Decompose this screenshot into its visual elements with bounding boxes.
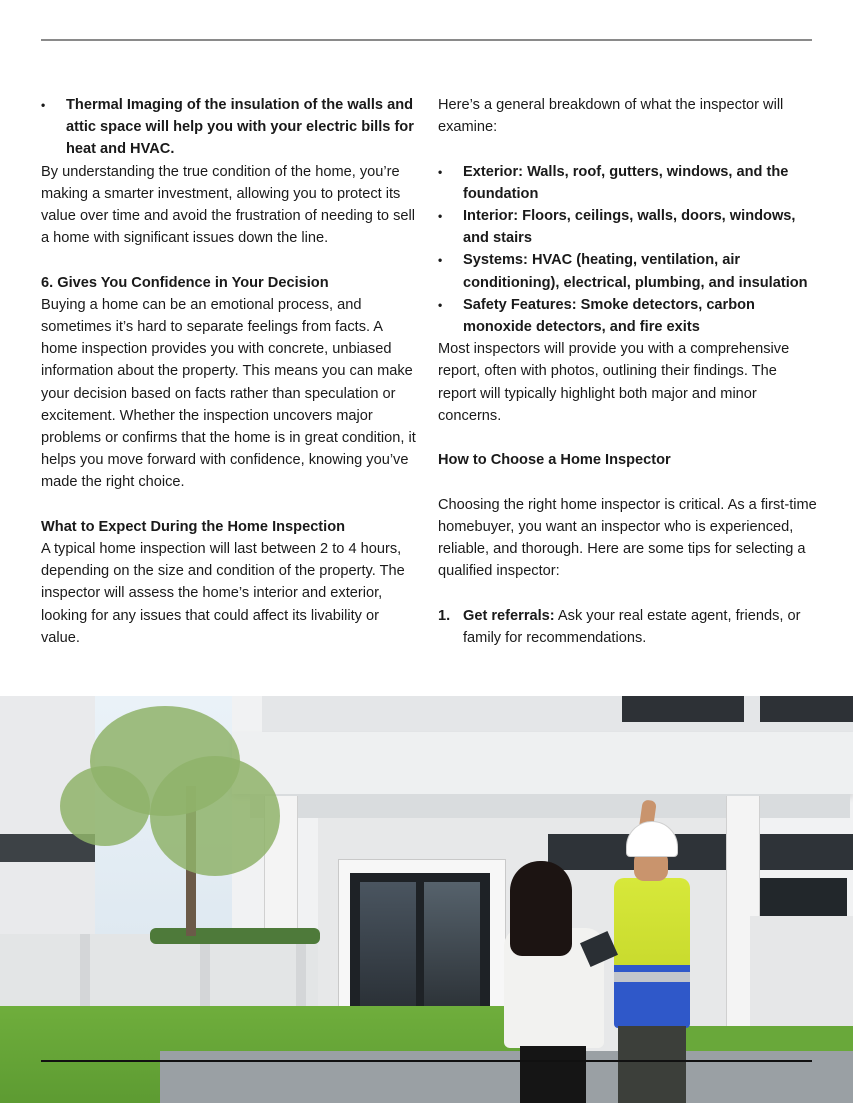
list-item-referrals	[438, 605, 818, 649]
list-item-safety: • Safety Features: Smoke detectors, carbon monoxide detectors, and fire exits	[438, 294, 818, 338]
paragraph-understanding: By understanding the true condition of the home, you’re making a smarter investment, allowing you to protect its value over time and avoid the frustration of needing to sell a home with significant issues down the line.	[41, 163, 415, 247]
examine-list	[438, 161, 818, 339]
top-divider	[41, 39, 812, 41]
tip-text: Ask your real estate agent, friends, or family for recommendations.	[463, 607, 801, 646]
right-column	[438, 94, 818, 649]
tree-foliage	[150, 756, 280, 876]
list-item-interior: • Interior: Floors, ceilings, walls, doors, windows, and stairs	[438, 205, 818, 249]
tree-foliage	[60, 766, 150, 846]
paragraph-report: Most inspectors will provide you with a comprehensive report, often with photos, outlining their findings. The report will typically highlight both major and minor concerns.	[438, 341, 790, 424]
tips-list	[438, 605, 818, 649]
paved-path	[160, 1051, 853, 1103]
paragraph-breakdown-intro: Here’s a general breakdown of what the inspector will examine:	[438, 97, 784, 136]
woman-hair	[510, 861, 572, 956]
tip-number: 1.	[438, 607, 451, 624]
porch-canopy	[232, 732, 853, 794]
inspector-pants	[618, 1026, 686, 1103]
thermal-bullet-list	[41, 94, 417, 161]
dark-wall-band	[548, 834, 853, 870]
door-glass-right	[424, 882, 480, 1010]
upper-window	[622, 696, 744, 722]
woman-pants	[520, 1046, 586, 1103]
heading-confidence: 6. Gives You Confidence in Your Decision	[41, 274, 329, 291]
list-item-systems: • Systems: HVAC (heating, ventilation, air conditioning), electrical, plumbing, and insulation	[438, 249, 818, 293]
canopy-underside	[250, 794, 850, 818]
inspector-safety-vest	[614, 878, 690, 1028]
upper-window	[760, 696, 853, 722]
door-glass-left	[360, 882, 416, 1010]
list-item-thermal: • Thermal Imaging of the insulation of the walls and attic space will help you with your electric bills for heat and HVAC.	[41, 94, 417, 161]
heading-choose-inspector: How to Choose a Home Inspector	[438, 452, 671, 469]
tip-label: Get referrals:	[463, 607, 555, 624]
paragraph-expect: A typical home inspection will last between 2 to 4 hours, depending on the size and condition of the property. The inspector will assess the home’s interior and exterior, looking for any issues that could affect its livability or value.	[41, 541, 405, 646]
vest-reflective-stripe	[614, 972, 690, 982]
list-item-exterior: • Exterior: Walls, roof, gutters, windows, and the foundation	[438, 161, 818, 205]
left-column	[41, 94, 417, 649]
home-inspection-photo	[0, 696, 853, 1103]
paragraph-choose: Choosing the right home inspector is critical. As a first-time homebuyer, you want an inspector who is experienced, reliable, and thorough. Here are some tips for selecting a qualified inspector:	[438, 496, 817, 580]
heading-what-to-expect: What to Expect During the Home Inspection	[41, 518, 346, 535]
paragraph-confidence: Buying a home can be an emotional process, and sometimes it’s hard to separate feelings from facts. A home inspection provides you with concrete, unbiased information about the property. This means you can make your decision based on facts rather than speculation or excitement. Whether the inspection uncovers major problems or confirms that the home is in great condition, it helps you move forward with confidence, knowing you’ve made the right choice.	[41, 296, 416, 491]
bottom-divider	[41, 1060, 812, 1062]
hedge	[150, 928, 320, 944]
